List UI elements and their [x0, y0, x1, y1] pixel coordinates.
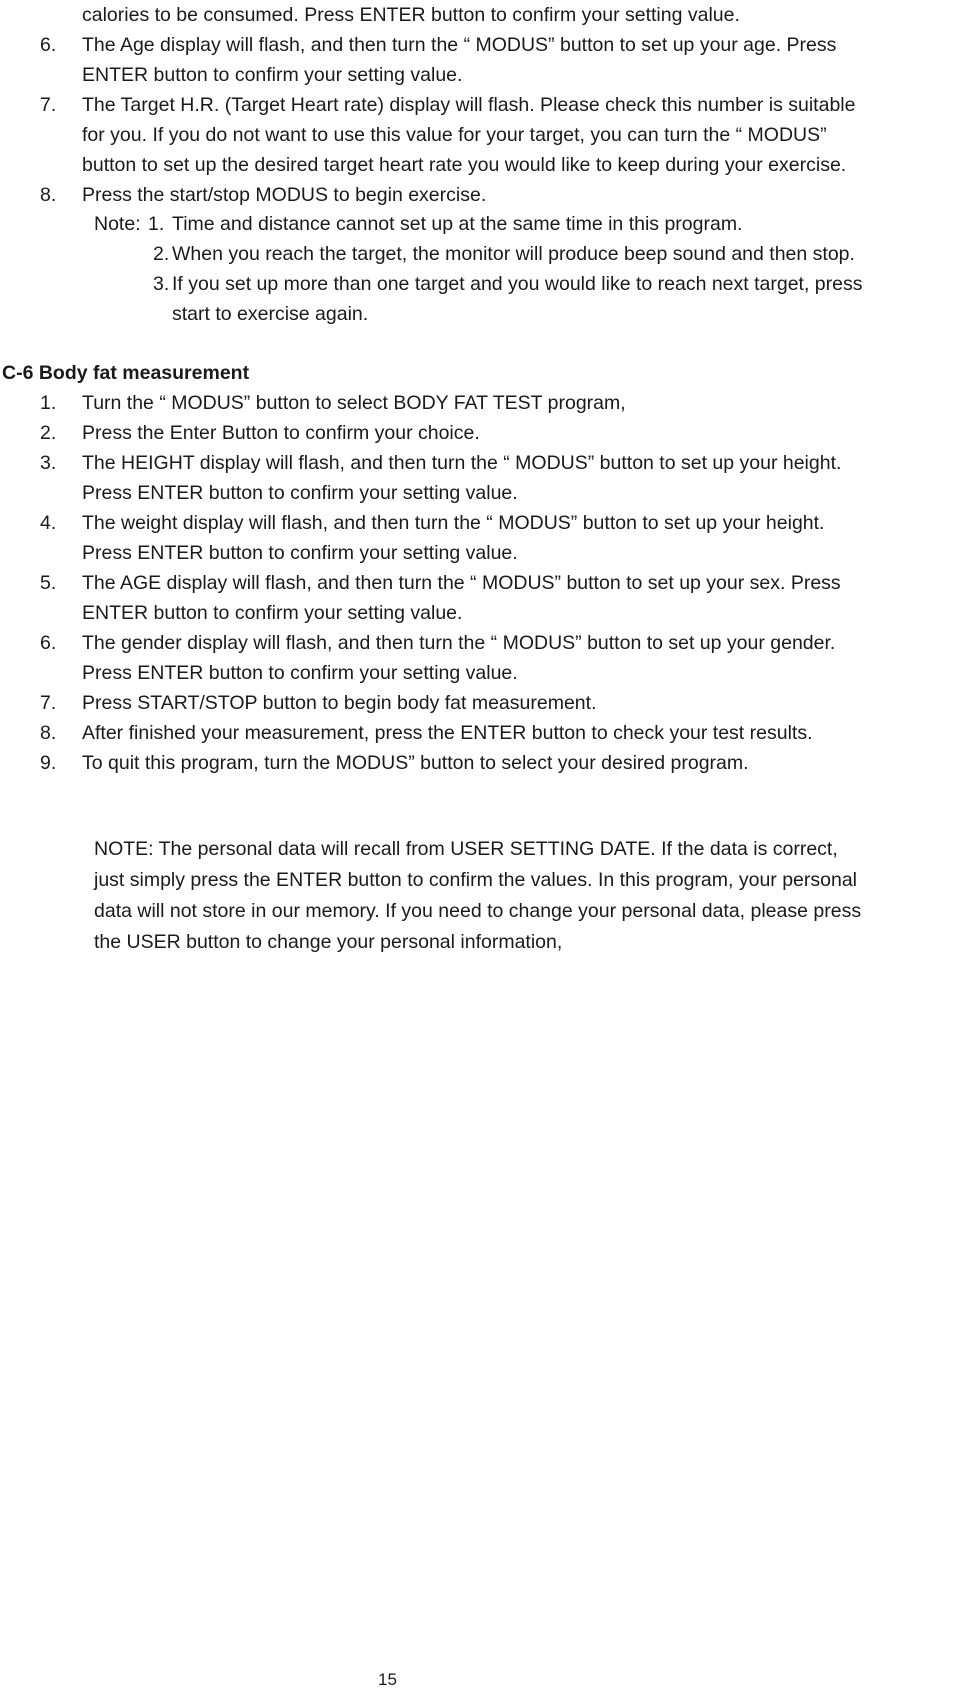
note-number: 2. — [153, 243, 170, 265]
step-text: The AGE display will flash, and then turn the “ MODUS” button to set up your sex. Press — [82, 572, 841, 594]
step-number: 1. — [40, 392, 57, 414]
step-text: Press START/STOP button to begin body fat measurement. — [82, 692, 597, 714]
step-text: for you. If you do not want to use this value for your target, you can turn the “ MODUS” — [82, 124, 827, 146]
continuation-text: calories to be consumed. Press ENTER button to confirm your setting value. — [82, 4, 740, 26]
note-paragraph-line: the USER button to change your personal information, — [94, 931, 563, 953]
note-number: 3. — [153, 273, 170, 295]
step-number: 7. — [40, 692, 57, 714]
step-text: Turn the “ MODUS” button to select BODY FAT TEST program, — [82, 392, 626, 414]
step-text: Press the Enter Button to confirm your choice. — [82, 422, 480, 444]
note-text: Time and distance cannot set up at the same time in this program. — [172, 213, 743, 235]
page-number: 15 — [378, 1670, 397, 1689]
step-number: 6. — [40, 632, 57, 654]
step-number: 2. — [40, 422, 57, 444]
note-paragraph-line: NOTE: The personal data will recall from USER SETTING DATE. If the data is correct, — [94, 838, 838, 860]
step-number: 7. — [40, 94, 57, 116]
step-number: 9. — [40, 752, 57, 774]
step-text: button to set up the desired target heart rate you would like to keep during your exercise. — [82, 154, 847, 176]
step-text: The Target H.R. (Target Heart rate) display will flash. Please check this number is suitable — [82, 94, 856, 116]
step-text: Press ENTER button to confirm your setting value. — [82, 662, 518, 684]
step-number: 8. — [40, 184, 57, 206]
step-text: Press the start/stop MODUS to begin exercise. — [82, 184, 487, 206]
step-number: 8. — [40, 722, 57, 744]
note-label: Note: — [94, 213, 141, 235]
step-number: 4. — [40, 512, 57, 534]
note-text: If you set up more than one target and you would like to reach next target, press — [172, 273, 863, 295]
step-text: The Age display will flash, and then turn the “ MODUS” button to set up your age. Press — [82, 34, 837, 56]
step-text: Press ENTER button to confirm your setting value. — [82, 542, 518, 564]
step-number: 5. — [40, 572, 57, 594]
section-heading: C-6 Body fat measurement — [2, 362, 250, 384]
step-text: The weight display will flash, and then turn the “ MODUS” button to set up your height. — [82, 512, 825, 534]
note-text: start to exercise again. — [172, 303, 369, 325]
step-text: ENTER button to confirm your setting value. — [82, 602, 463, 624]
note-paragraph-line: data will not store in our memory. If you need to change your personal data, please press — [94, 900, 862, 922]
step-text: The gender display will flash, and then turn the “ MODUS” button to set up your gender. — [82, 632, 836, 654]
step-text: Press ENTER button to confirm your setting value. — [82, 482, 518, 504]
step-text: To quit this program, turn the MODUS” button to select your desired program. — [82, 752, 749, 774]
note-text: When you reach the target, the monitor will produce beep sound and then stop. — [172, 243, 855, 265]
note-number: 1. — [148, 213, 165, 235]
note-paragraph-line: just simply press the ENTER button to confirm the values. In this program, your personal — [94, 869, 857, 891]
step-text: The HEIGHT display will flash, and then turn the “ MODUS” button to set up your height. — [82, 452, 842, 474]
step-text: After finished your measurement, press the ENTER button to check your test results. — [82, 722, 813, 744]
step-number: 6. — [40, 34, 57, 56]
step-number: 3. — [40, 452, 57, 474]
step-text: ENTER button to confirm your setting value. — [82, 64, 463, 86]
